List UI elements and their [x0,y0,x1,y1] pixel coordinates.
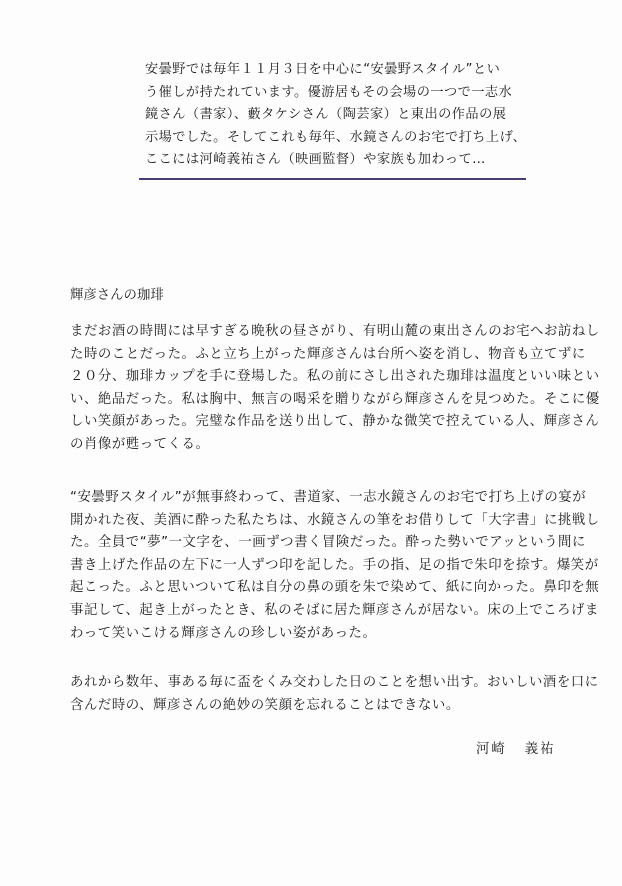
paragraph-1 [70,321,610,457]
paragraph-line: あれから数年、事ある毎に盃をくみ交わした日のことを想い出す。おいしい酒を口に [70,675,599,690]
paragraph-line: 開かれた夜、美酒に酔った私たちは、水鏡さんの筆をお借りして「大字書」に挑戦し [70,512,600,528]
author-given-name: 義祐 [524,742,556,757]
paragraph-line: しい笑顔があった。完璧な作品を送り出して、静かな微笑で控えている人、輝彦さん [70,414,600,430]
intro-line: 安曇野では毎年１１月３日を中心に“安曇野スタイル”とい [145,62,501,77]
intro-line: 示場でした。そしてこれも毎年、水鏡さんのお宅で打ち上げ、 [145,129,527,145]
paragraph-line: まだお酒の時間には早すぎる晩秋の昼さがり、有明山麓の東出さんのお宅へお訪ねし [70,324,600,339]
paragraph-line: 書き上げた作品の左下に一人ずつ印を記した。手の指、足の指で朱印を捺す。爆笑が [70,557,599,573]
author-family-name: 河崎 [476,742,507,757]
paragraph-line: わって笑いこける輝彦さんの珍しい姿があった。 [70,625,377,641]
intro-line: 鏡さん（書家）、藪タケシさん（陶芸家）と東出の作品の展 [145,107,507,122]
paragraph-line: ２０分、珈琲カップを手に登場した。私の前にさし出された珈琲は温度といい味とい [70,369,600,385]
paragraph-2 [70,487,610,645]
paragraph-line: た。全員で“夢”一文字を、一画ずつ書く冒険だった。酔った勢いでアッという間に [70,535,586,551]
intro-line: う催しが持たれています。優游居もその会場の一つで一志水 [145,84,513,100]
essay-title: 輝彦さんの珈琲 [70,288,164,303]
paragraph-line: の肖像が甦ってくる。 [70,436,210,452]
intro-box [139,59,526,180]
paragraph-3 [70,672,610,717]
paragraph-line: た時のことだった。ふと立ち上がった輝彦さんは台所へ姿を消し、物音も立てずに [70,346,586,362]
paragraph-line: 含んだ時の、輝彦さんの絶妙の笑顔を忘れることはできない。 [70,697,460,713]
author-signature [476,740,556,760]
intro-line: ここには河崎義祐さん（映画監督）や家族も加わって… [145,152,486,167]
paragraph-line: “安曇野スタイル”が無事終わって、書道家、一志水鏡さんのお宅で打ち上げの宴が [70,490,587,505]
paragraph-line: 事記して、起き上がったとき、私のそばに居た輝彦さんが居ない。床の上でころげま [70,602,599,618]
paragraph-line: 起こった。ふと思いついて私は自分の鼻の頭を朱で染めて、紙に向かった。鼻印を無 [70,580,600,596]
paragraph-line: い、絶品だった。私は胸中、無言の喝采を贈りながら輝彦さんを見つめた。そこに優 [70,391,600,407]
